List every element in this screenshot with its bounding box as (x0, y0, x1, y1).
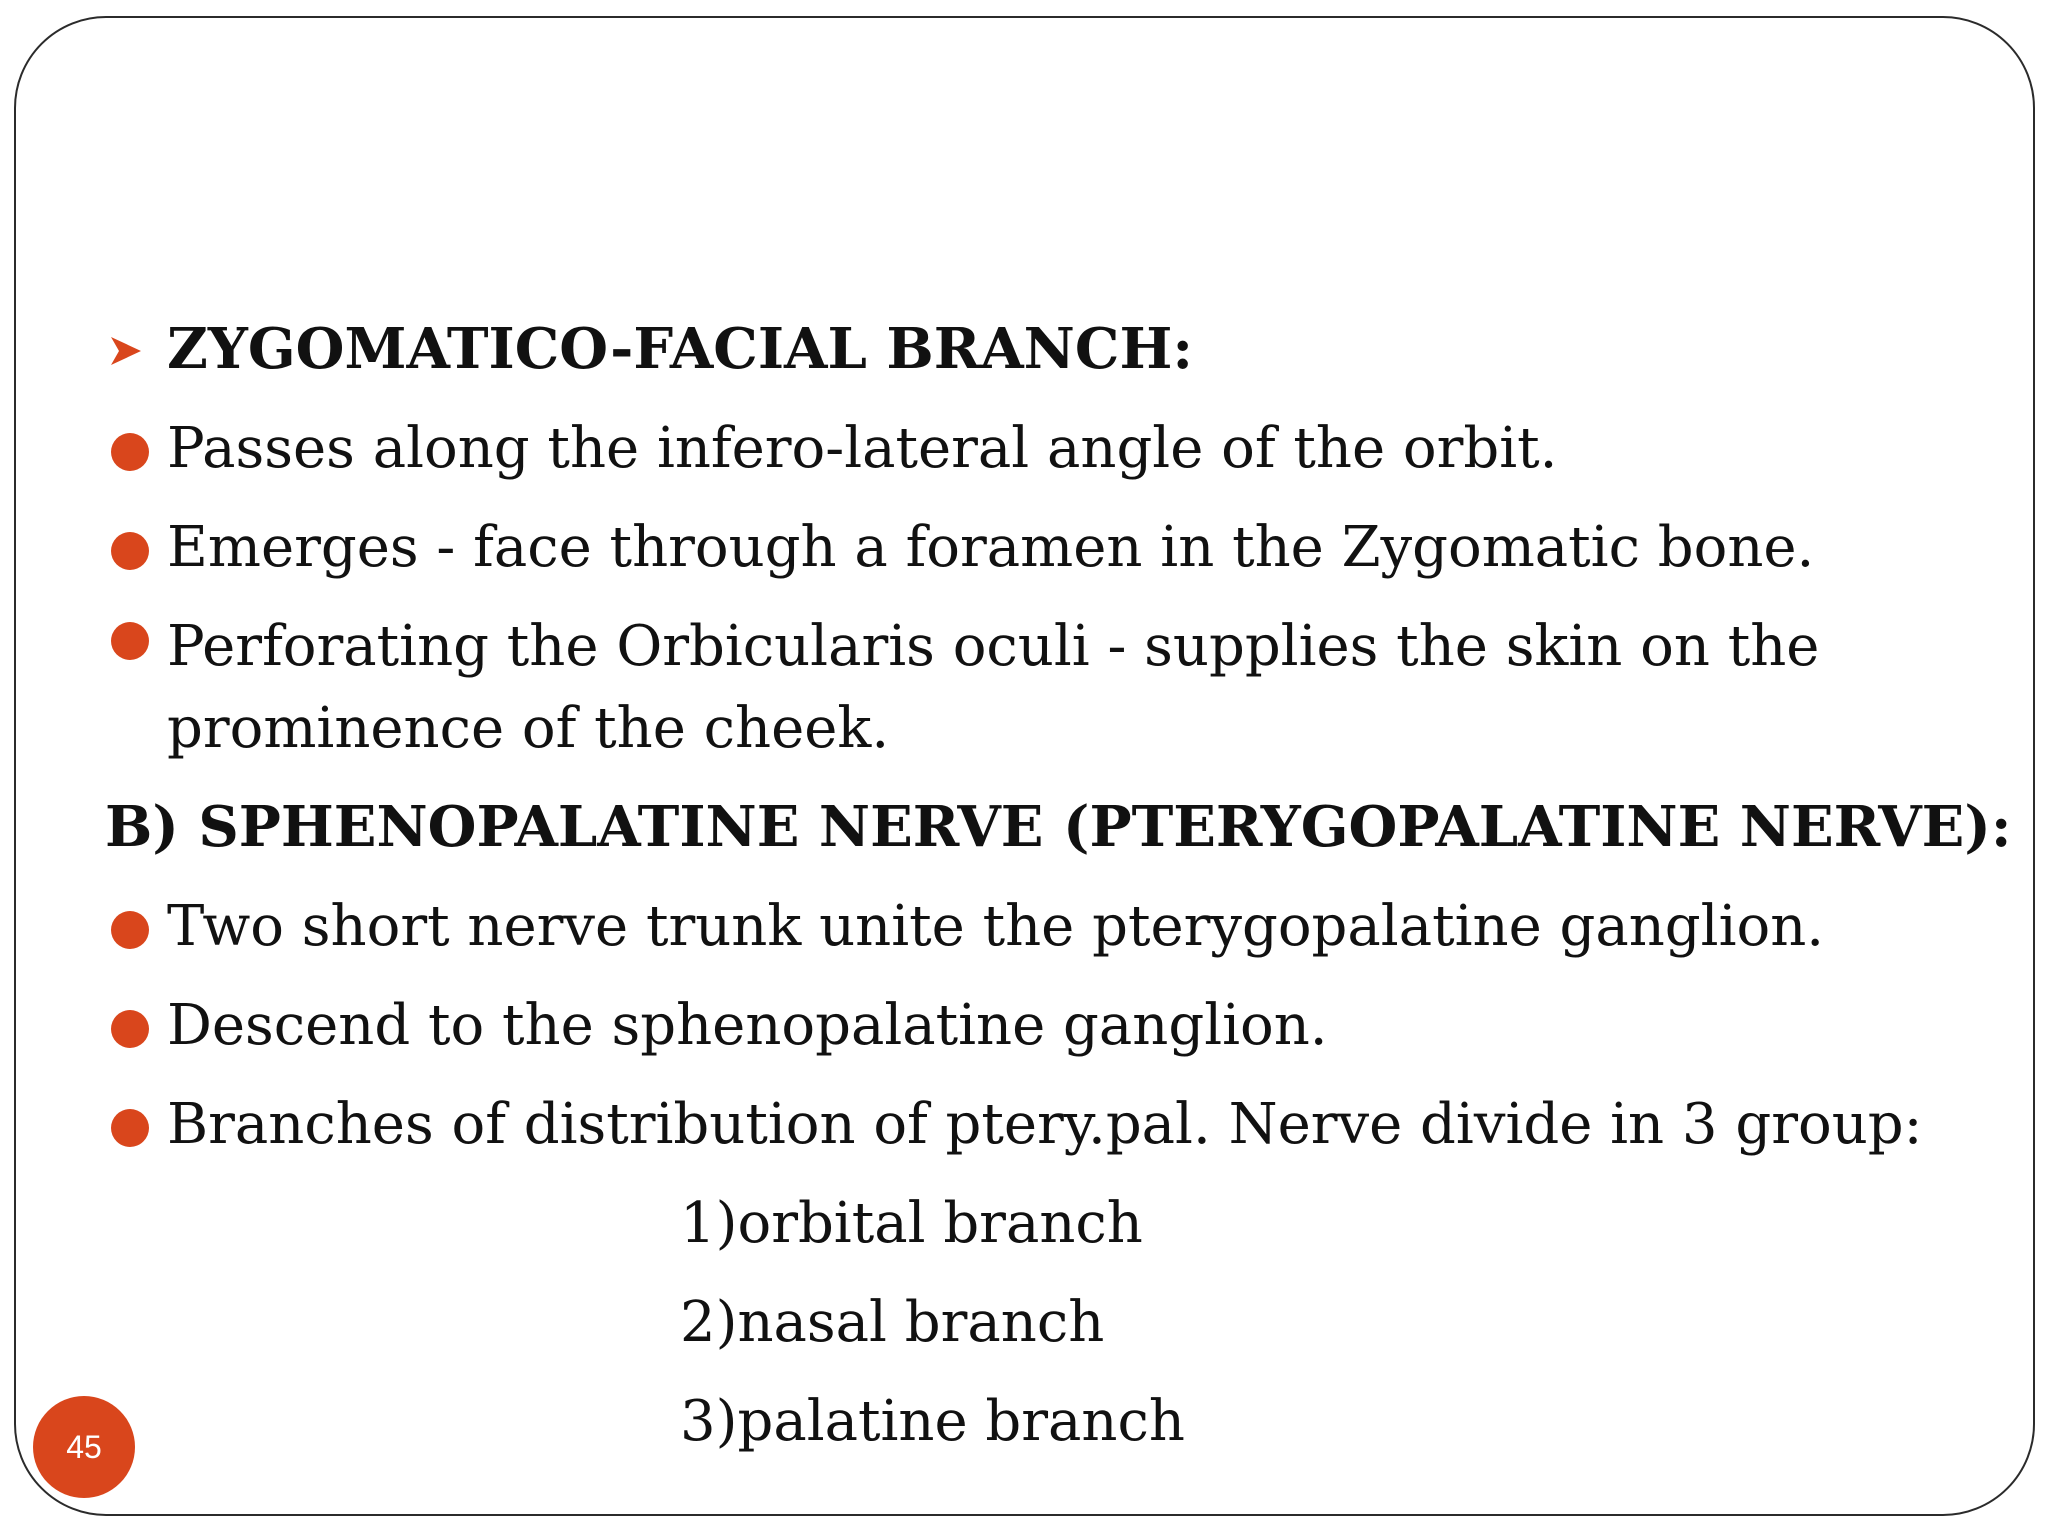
bullet-dot-icon (111, 622, 149, 660)
bullet-text: Perforating the Orbicularis oculi - supplies the skin on the prominence of the cheek. (167, 614, 1820, 761)
page-number-badge (33, 1396, 135, 1498)
bullet-dot-icon (111, 532, 149, 570)
bullet-text: Branches of distribution of ptery.pal. Nerve divide in 3 group: (167, 1092, 1923, 1157)
bullet-item (105, 498, 1975, 597)
bullet-item (105, 877, 1975, 976)
bullet-text: Two short nerve trunk unite the pterygopalatine ganglion. (167, 894, 1825, 959)
bullet-dot-icon (111, 1109, 149, 1147)
bullet-dot-icon (111, 1010, 149, 1048)
page-number: 45 (66, 1428, 102, 1465)
heading-zygomatico-facial (105, 300, 1975, 399)
arrow-bullet-svg (109, 334, 143, 368)
bullet-text: Passes along the infero-lateral angle of the orbit. (167, 416, 1558, 481)
group-item-orbital (105, 1174, 1975, 1273)
bullet-dot-icon (111, 433, 149, 471)
bullet-item (105, 1075, 1975, 1174)
heading-zygomatico-facial-text: ZYGOMATICO-FACIAL BRANCH: (167, 316, 1194, 382)
slide-content (105, 300, 2012, 1471)
heading-sphenopalatine-nerve (105, 778, 2012, 877)
heading-sphenopalatine-nerve-text: B) SPHENOPALATINE NERVE (PTERYGOPALATINE NERVE): (105, 794, 2012, 860)
group-item-text: 3)palatine branch (680, 1389, 1185, 1454)
bullet-item (105, 597, 1975, 778)
group-item-palatine (105, 1372, 1975, 1471)
bullet-text: Descend to the sphenopalatine ganglion. (167, 993, 1328, 1058)
bullet-item (105, 976, 1975, 1075)
group-item-text: 1)orbital branch (680, 1191, 1143, 1256)
bullet-text: Emerges - face through a foramen in the Zygomatic bone. (167, 515, 1815, 580)
group-item-text: 2)nasal branch (680, 1290, 1105, 1355)
group-item-nasal (105, 1273, 1975, 1372)
bullet-item (105, 399, 1975, 498)
bullet-dot-icon (111, 911, 149, 949)
